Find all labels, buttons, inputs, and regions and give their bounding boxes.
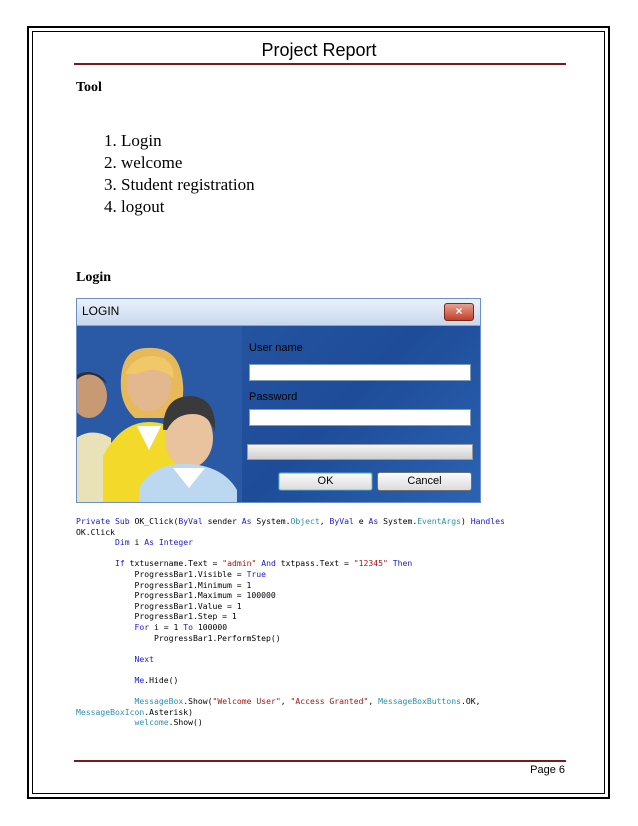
password-label: Password <box>249 391 298 403</box>
code-line: ProgressBar1.Value = 1 <box>76 600 242 611</box>
tool-list <box>104 130 255 218</box>
code-line: If txtusername.Text = "admin" And txtpass.Text = "12345" Then <box>114 558 413 569</box>
username-label: User name <box>249 342 303 354</box>
users-illustration-icon <box>77 326 242 503</box>
list-item: 1. Login <box>104 131 162 150</box>
code-line: Me.Hide() <box>134 674 179 685</box>
code-line: ProgressBar1.Step = 1 <box>76 611 237 622</box>
list-item: 4. logout <box>104 197 165 216</box>
cancel-button[interactable]: Cancel <box>377 472 472 491</box>
code-listing <box>76 516 566 728</box>
progress-bar <box>247 444 473 460</box>
code-line: ProgressBar1.Minimum = 1 <box>76 579 252 590</box>
code-line: Next <box>134 653 154 664</box>
page-number: Page 6 <box>530 764 565 776</box>
tool-heading: Tool <box>76 80 102 95</box>
code-line: Dim i As Integer <box>114 537 193 548</box>
code-line: OK.Click <box>76 526 115 537</box>
code-line: MessageBox.Show("Welcome User", "Access Granted", MessageBoxButtons.OK, <box>134 696 481 707</box>
login-window-screenshot <box>76 298 481 503</box>
username-input[interactable] <box>249 364 471 381</box>
page-header-title: Project Report <box>261 40 377 60</box>
list-item: 2. welcome <box>104 153 183 172</box>
code-line: ProgressBar1.Visible = True <box>76 568 267 579</box>
list-item: 3. Student registration <box>104 175 255 194</box>
code-line: For i = 1 To 100000 <box>134 621 228 632</box>
password-input[interactable] <box>249 409 471 426</box>
close-button[interactable]: × <box>444 303 474 321</box>
code-line: welcome.Show() <box>134 717 203 728</box>
header-rule <box>74 63 566 65</box>
login-heading: Login <box>76 270 112 285</box>
ok-button[interactable]: OK <box>278 472 373 491</box>
footer-rule <box>74 760 566 762</box>
code-line: MessageBoxIcon.Asterisk) <box>76 706 193 717</box>
code-line: ProgressBar1.PerformStep() <box>76 632 281 643</box>
window-title: LOGIN <box>82 304 120 318</box>
code-line: ProgressBar1.Maximum = 100000 <box>76 590 276 601</box>
window-titlebar <box>77 299 480 326</box>
code-line: Private Sub OK_Click(ByVal sender As System.Object, ByVal e As System.EventArgs) Handles <box>76 516 505 526</box>
